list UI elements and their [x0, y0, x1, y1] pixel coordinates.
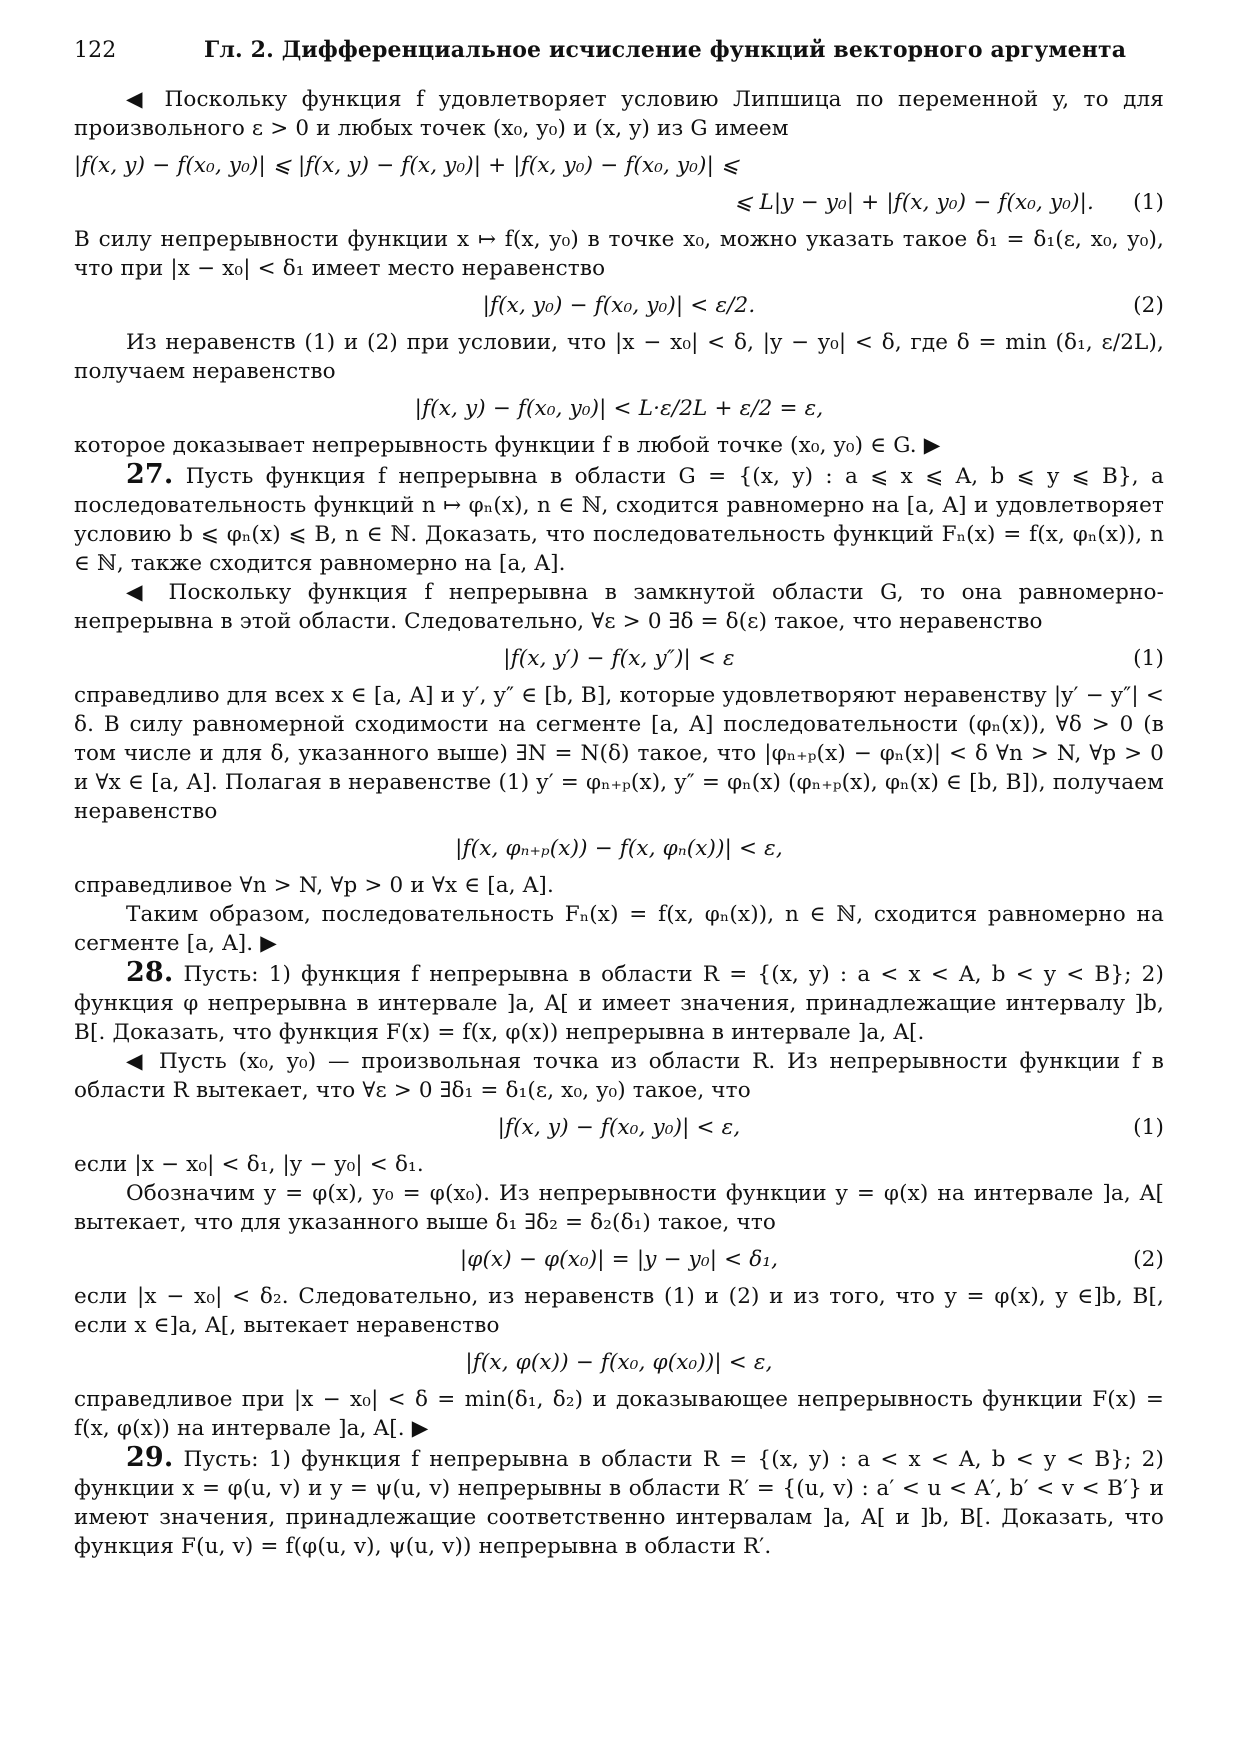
formula: |f(x, y) − f(x₀, y₀)| < L·ε/2L + ε/2 = ε, — [414, 396, 824, 421]
formula: |f(x, y₀) − f(x₀, y₀)| < ε/2. (2) — [482, 293, 1164, 318]
formula: |f(x, φ(x)) − f(x₀, φ(x₀))| < ε, — [465, 1350, 773, 1375]
text-paragraph: если |x − x₀| < δ₂. Следовательно, из неравенств (1) и (2) и из того, что y = φ(x), y ∈]b, B[, если x ∈]a, A[, вытекает неравенство — [74, 1284, 1164, 1338]
formula: |f(x, y) − f(x₀, y₀)| ⩽ |f(x, y) − f(x, y₀)| + |f(x, y₀) − f(x₀, y₀)| ⩽ — [74, 153, 740, 178]
text-paragraph: справедливое ∀n > N, ∀p > 0 и ∀x ∈ [a, A]. — [74, 873, 554, 898]
formula: ⩽ L|y − y₀| + |f(x, y₀) − f(x₀, y₀)|. (1) — [734, 190, 1164, 215]
formula: |f(x, y′) − f(x, y″)| < ε (1) — [503, 646, 1164, 671]
text-paragraph: если |x − x₀| < δ₁, |y − y₀| < δ₁. — [74, 1152, 424, 1177]
text-paragraph: В силу непрерывности функции x ↦ f(x, y₀) в точке x₀, можно указать такое δ₁ = δ₁(ε, x₀, y₀), что при |x − x₀| < δ₁ имеет место неравенство — [74, 227, 1164, 281]
problem-27: 27. Пусть функция f непрерывна в области G = {(x, y) : a ⩽ x ⩽ A, b ⩽ y ⩽ B}, а последовательность функций n ↦ φₙ(x), n ∈ ℕ, сходится равномерно на [a, A] и удовлетворяет условию b ⩽ φₙ(x) ⩽ B, n ∈ ℕ. Доказать, что последовательность функций Fₙ(x) = f(x, φₙ(x)), n ∈ ℕ, также сходится равномерно на [a, A]. — [74, 459, 1165, 576]
page-number: 122 — [74, 38, 117, 63]
formula: |φ(x) − φ(x₀)| = |y − y₀| < δ₁, (2) — [459, 1247, 1164, 1272]
equation-number: (2) — [1133, 293, 1164, 318]
proof-paragraph: ◀ Поскольку функция f непрерывна в замкнутой области G, то она равномерно-непрерывна в этой области. Следовательно, ∀ε > 0 ∃δ = δ(ε) такое, что неравенство — [74, 580, 1164, 634]
text-paragraph: справедливо для всех x ∈ [a, A] и y′, y″ ∈ [b, B], которые удовлетворяют неравенству |y′ − y″| < δ. В силу равномерной сходимости на сегменте [a, A] последовательности (φₙ(x)), ∀δ > 0 (в том числе и для δ, указанного выше) ∃N = N(δ) такое, что |φₙ₊ₚ(x) − φₙ(x)| < δ ∀n > N, ∀p > 0 и ∀x ∈ [a, A]. Полагая в неравенстве (1) y′ = φₙ₊ₚ(x), y″ = φₙ(x) (φₙ₊ₚ(x), φₙ(x) ∈ [b, B]), получаем неравенство — [74, 683, 1164, 824]
problem-28: 28. Пусть: 1) функция f непрерывна в области R = {(x, y) : a < x < A, b < y < B}; 2) функция φ непрерывна в интервале ]a, A[ и имеет значения, принадлежащие интервалу ]b, B[. Доказать, что функция F(x) = f(x, φ(x)) непрерывна в интервале ]a, A[. — [74, 957, 1165, 1045]
problem-29: 29. Пусть: 1) функция f непрерывна в области R = {(x, y) : a < x < A, b < y < B}; 2) функции x = φ(u, v) и y = ψ(u, v) непрерывны в области R′ = {(u, v) : a′ < u < A′, b′ < v < B′} и имеют значения, принадлежащие соответственно интервалам ]a, A[ и ]b, B[. Доказать, что функция F(u, v) = f(φ(u, v), ψ(u, v)) непрерывна в области R′. — [74, 1442, 1165, 1559]
page — [74, 36, 1164, 1561]
problem-number: 28. — [126, 957, 174, 988]
formula: |f(x, φₙ₊ₚ(x)) − f(x, φₙ(x))| < ε, — [455, 836, 783, 861]
proof-paragraph: ◀ Поскольку функция f удовлетворяет условию Липшица по переменной y, то для произвольного ε > 0 и любых точек (x₀, y₀) и (x, y) из G имеем — [74, 87, 1164, 141]
text-paragraph: Обозначим y = φ(x), y₀ = φ(x₀). Из непрерывности функции y = φ(x) на интервале ]a, A[ вытекает, что для указанного выше δ₁ ∃δ₂ = δ₂(δ₁) такое, что — [74, 1181, 1164, 1235]
text-paragraph: справедливое при |x − x₀| < δ = min(δ₁, δ₂) и доказывающее непрерывность функции F(x) = f(x, φ(x)) на интервале ]a, A[. ▶ — [74, 1387, 1164, 1441]
formula: |f(x, y) − f(x₀, y₀)| < ε, (1) — [497, 1115, 1164, 1140]
chapter-title: Гл. 2. Дифференциальное исчисление функций векторного аргумента — [204, 37, 1127, 63]
problem-number: 27. — [126, 459, 174, 490]
proof-paragraph: ◀ Пусть (x₀, y₀) — произвольная точка из области R. Из непрерывности функции f в области R вытекает, что ∀ε > 0 ∃δ₁ = δ₁(ε, x₀, y₀) такое, что — [74, 1049, 1164, 1103]
equation-number: (2) — [1133, 1247, 1164, 1272]
equation-number: (1) — [1133, 646, 1164, 671]
text-paragraph: которое доказывает непрерывность функции f в любой точке (x₀, y₀) ∈ G. ▶ — [74, 433, 941, 458]
equation-number: (1) — [1133, 190, 1164, 215]
text-paragraph: Таким образом, последовательность Fₙ(x) = f(x, φₙ(x)), n ∈ ℕ, сходится равномерно на сегменте [a, A]. ▶ — [74, 902, 1164, 956]
text-paragraph: Из неравенств (1) и (2) при условии, что |x − x₀| < δ, |y − y₀| < δ, где δ = min (δ₁, ε/2L), получаем неравенство — [74, 330, 1164, 384]
problem-number: 29. — [126, 1442, 174, 1473]
running-header — [74, 36, 1164, 65]
equation-number: (1) — [1133, 1115, 1164, 1140]
